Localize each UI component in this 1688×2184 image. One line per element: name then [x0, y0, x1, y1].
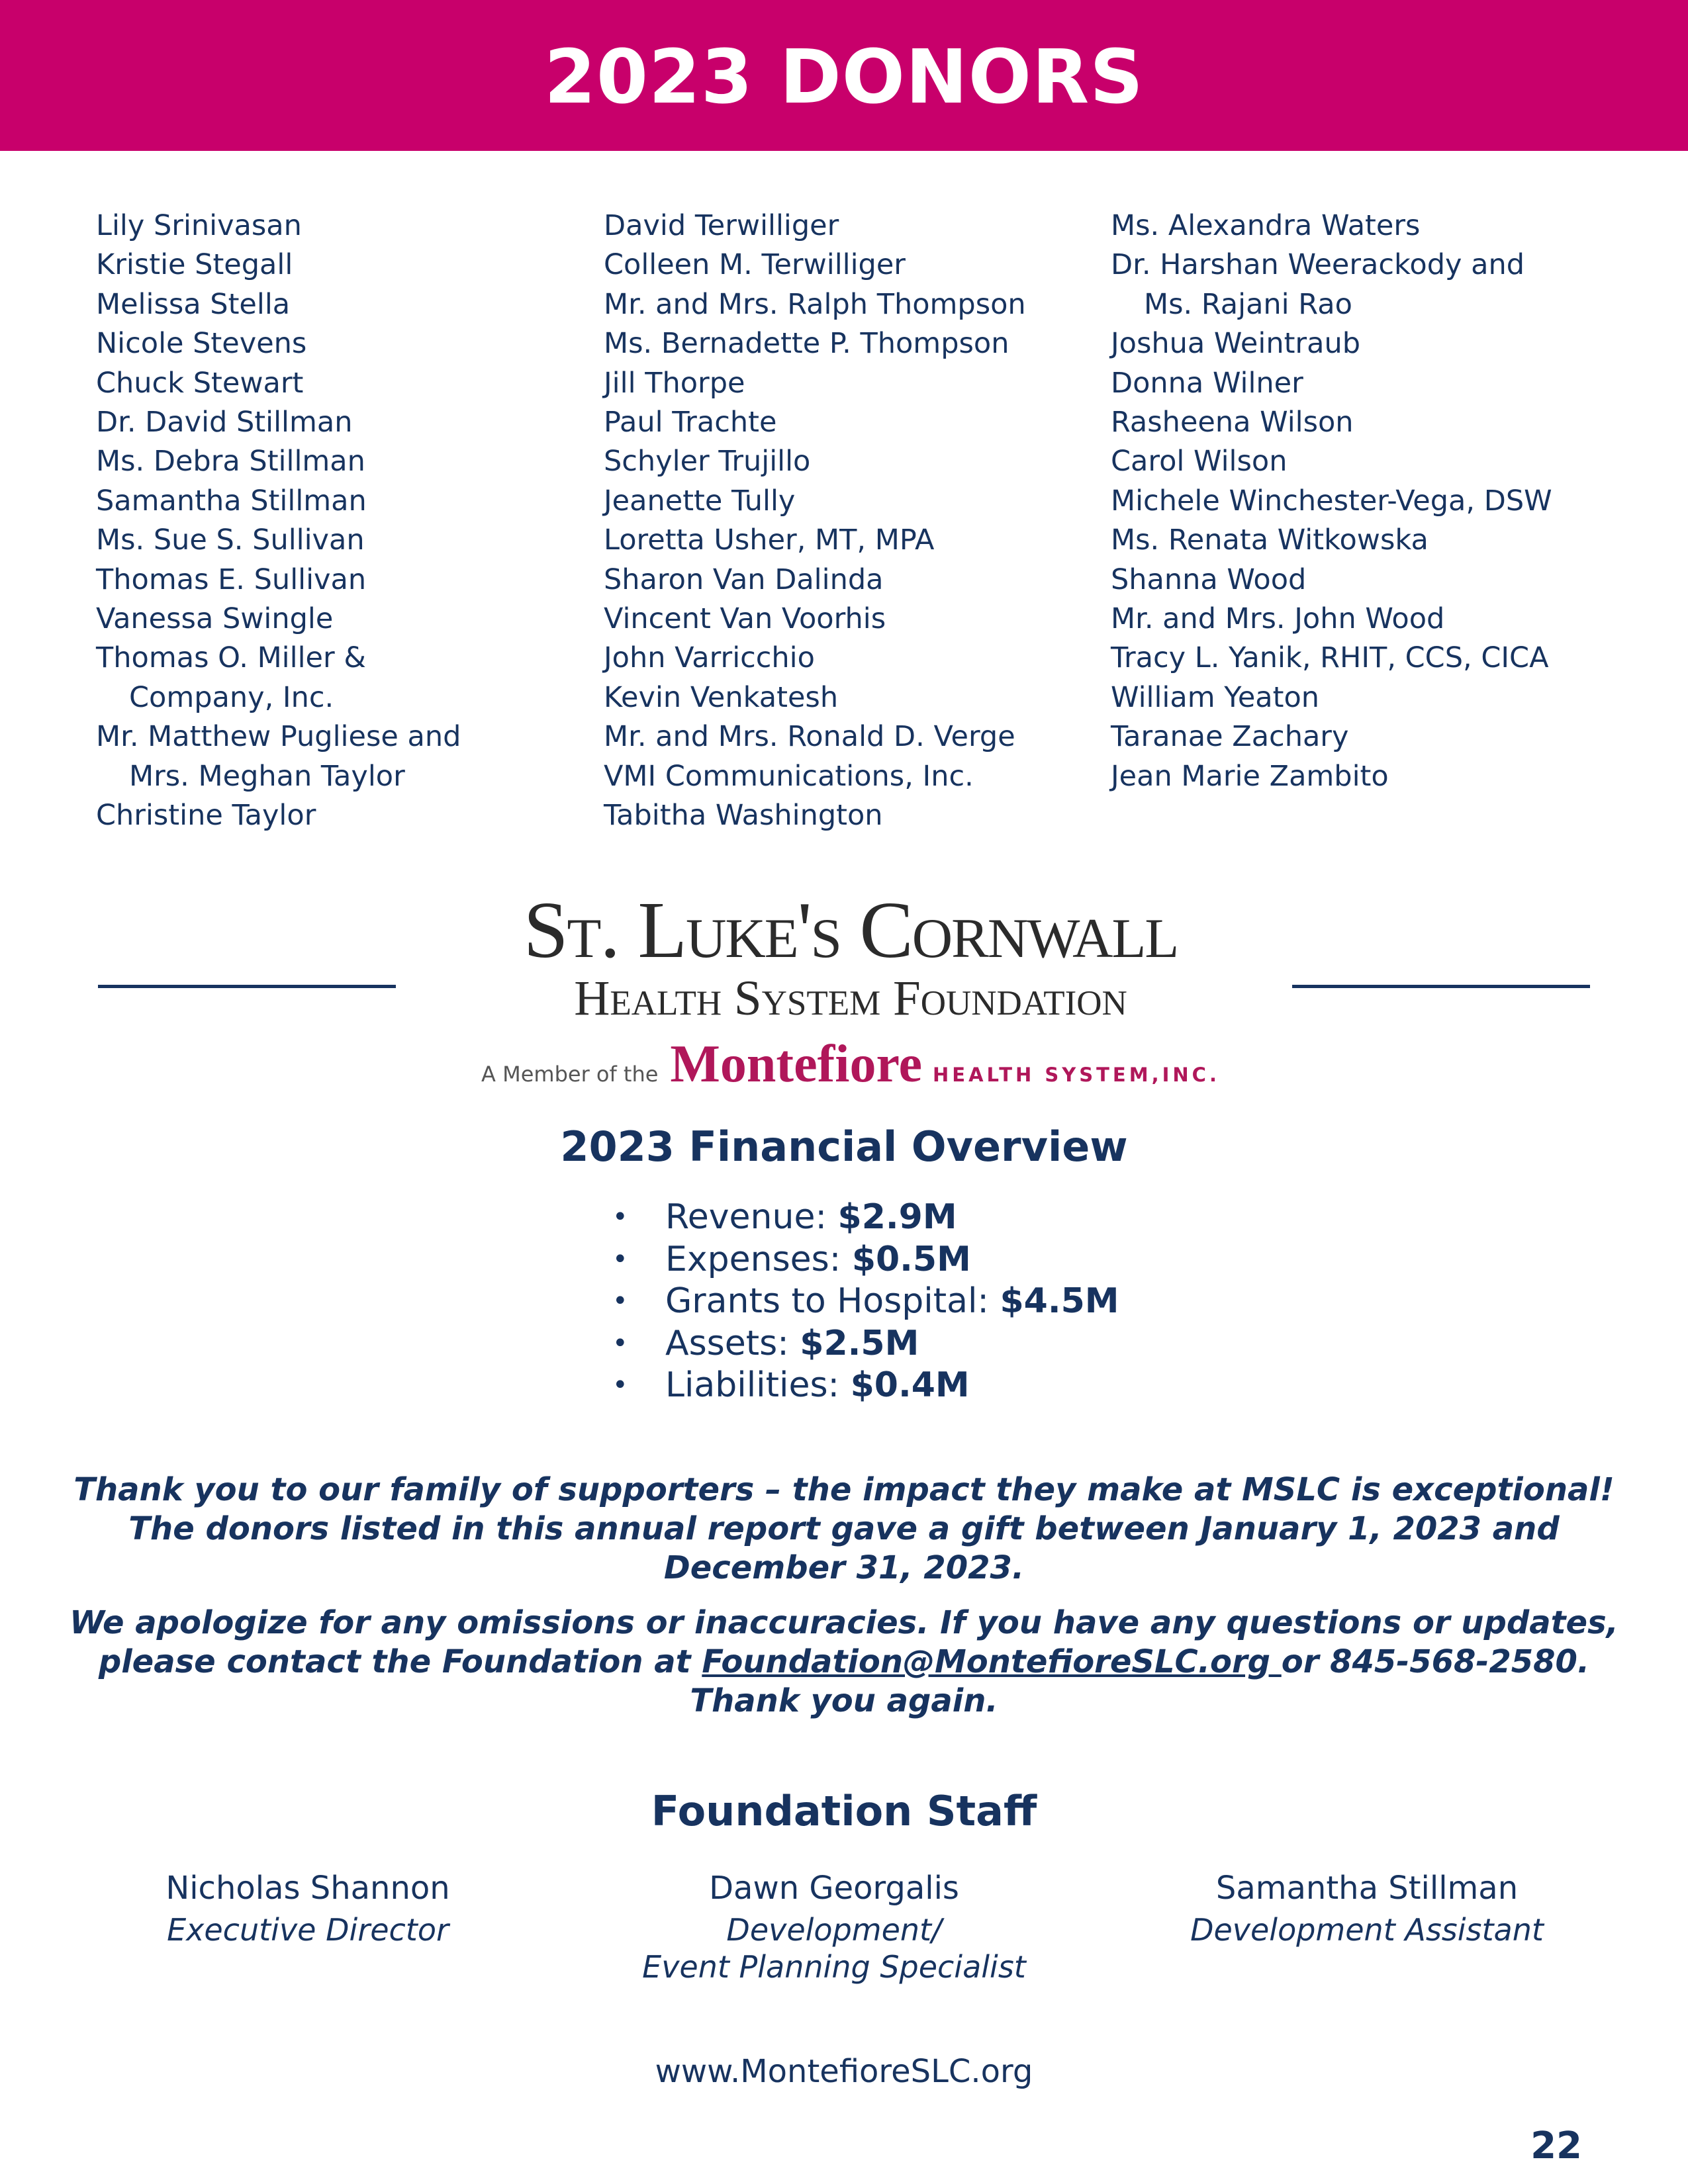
donor-name: Chuck Stewart [96, 366, 304, 400]
donor-name: Carol Wilson [1111, 445, 1288, 478]
staff-member [56, 1868, 559, 1948]
donor-name: John Varricchio [604, 641, 815, 675]
foundation-logo [481, 886, 1220, 1095]
financial-value: $2.5M [800, 1323, 919, 1363]
staff-role: Development Assistant [1190, 1912, 1544, 1948]
logo-member-line [483, 1034, 1218, 1095]
staff-role: Event Planning Specialist [642, 1949, 1026, 1985]
donor-column-3 [1111, 206, 1552, 796]
donor-name: Kevin Venkatesh [604, 680, 839, 714]
logo-health-system: HEALTH SYSTEM,INC. [933, 1064, 1220, 1086]
website-url[interactable]: www.MontefioreSLC.org [655, 2053, 1033, 2090]
financial-item-liabilities: • Liabilities: $0.4M [612, 1365, 970, 1405]
donor-name: Joshua Weintraub [1111, 327, 1361, 361]
donor-column-2 [604, 206, 1026, 836]
staff-member [583, 1868, 1086, 1985]
donor-name: Mr. and Mrs. Ronald D. Verge [604, 720, 1015, 754]
donor-name: Nicole Stevens [96, 327, 307, 361]
page-number: 22 [1530, 2124, 1582, 2167]
financial-value: $2.9M [837, 1197, 957, 1237]
donor-name: Ms. Bernadette P. Thompson [604, 327, 1009, 361]
logo-montefiore: Montefiore [670, 1035, 923, 1093]
donor-name: Jean Marie Zambito [1111, 759, 1389, 793]
staff-role: Development/ [726, 1912, 942, 1948]
donor-name: Schyler Trujillo [604, 445, 811, 478]
donor-name-continued: Mrs. Meghan Taylor [129, 759, 405, 793]
logo-line-1: St. Luke's Cornwall [523, 886, 1178, 975]
financial-item-grants: • Grants to Hospital: $4.5M [612, 1281, 1119, 1321]
staff-member [1115, 1868, 1618, 1948]
donor-name: Rasheena Wilson [1111, 406, 1354, 439]
donor-name: Thomas O. Miller & [96, 641, 366, 675]
divider-left [98, 985, 396, 988]
donor-name: Ms. Renata Witkowska [1111, 523, 1429, 557]
staff-role: Executive Director [167, 1912, 449, 1948]
donor-name: Tabitha Washington [604, 799, 883, 833]
financial-overview-title: 2023 Financial Overview [560, 1122, 1128, 1171]
donor-name: Kristie Stegall [96, 248, 293, 282]
donor-name: Mr. and Mrs. John Wood [1111, 602, 1445, 636]
staff-name: Dawn Georgalis [709, 1870, 959, 1907]
donor-name: Ms. Sue S. Sullivan [96, 523, 365, 557]
financial-value: $4.5M [1000, 1281, 1119, 1321]
donor-name: William Yeaton [1111, 680, 1320, 714]
donor-name: Vincent Van Voorhis [604, 602, 886, 636]
donor-column-1 [96, 206, 461, 836]
donor-name: Dr. Harshan Weerackody and [1111, 248, 1525, 282]
financial-item-revenue: • Revenue: $2.9M [612, 1197, 957, 1237]
apology-note: We apologize for any omissions or inaccuracies. If you have any questions or updates, please contact the Foundation at Foundation@MontefioreSLC.org or 845-568-2580. Thank you again. [70, 1604, 1618, 1719]
financial-value: $0.5M [851, 1239, 971, 1279]
donor-name: Mr. Matthew Pugliese and [96, 720, 461, 754]
donor-name: Ms. Alexandra Waters [1111, 209, 1421, 242]
title-banner [0, 0, 1688, 151]
donor-name: Lily Srinivasan [96, 209, 302, 242]
donor-name: Thomas E. Sullivan [96, 563, 367, 596]
page-title: 2023 DONORS [544, 34, 1144, 120]
donor-name: Colleen M. Terwilliger [604, 248, 906, 282]
financial-value: $0.4M [850, 1365, 970, 1405]
logo-line-2: Health System Foundation [574, 971, 1127, 1026]
donor-name: Shanna Wood [1111, 563, 1307, 596]
donor-name: David Terwilliger [604, 209, 839, 242]
donor-name: Tracy L. Yanik, RHIT, CCS, CICA [1111, 641, 1549, 675]
donor-name: Vanessa Swingle [96, 602, 334, 636]
donor-name: Taranae Zachary [1111, 720, 1349, 754]
donor-name: Paul Trachte [604, 406, 777, 439]
divider-right [1292, 985, 1590, 988]
donor-name: Sharon Van Dalinda [604, 563, 884, 596]
donor-name: VMI Communications, Inc. [604, 759, 974, 793]
donor-name-continued: Ms. Rajani Rao [1144, 287, 1352, 321]
donor-name: Melissa Stella [96, 287, 291, 321]
logo-member-prefix: A Member of the [481, 1062, 659, 1087]
donor-name: Samantha Stillman [96, 484, 367, 518]
financial-item-assets: • Assets: $2.5M [612, 1323, 919, 1363]
donor-name: Dr. David Stillman [96, 406, 353, 439]
donor-name: Jill Thorpe [604, 366, 745, 400]
financial-overview-list [612, 1197, 1119, 1407]
donor-name: Mr. and Mrs. Ralph Thompson [604, 287, 1026, 321]
foundation-staff-title: Foundation Staff [651, 1787, 1037, 1835]
thank-you-note: Thank you to our family of supporters – the impact they make at MSLC is exceptional! The donors listed in this annual report gave a gift between January 1, 2023 and December 31, 2023. [73, 1471, 1615, 1586]
staff-name: Samantha Stillman [1215, 1870, 1519, 1907]
donor-name-continued: Company, Inc. [129, 680, 334, 714]
donor-name: Michele Winchester-Vega, DSW [1111, 484, 1552, 518]
donor-name: Loretta Usher, MT, MPA [604, 523, 935, 557]
donor-name: Ms. Debra Stillman [96, 445, 365, 478]
financial-item-expenses: • Expenses: $0.5M [612, 1239, 971, 1279]
donor-name: Donna Wilner [1111, 366, 1303, 400]
foundation-email-link[interactable]: Foundation@MontefioreSLC.org [702, 1643, 1282, 1680]
staff-name: Nicholas Shannon [165, 1870, 450, 1907]
donor-name: Jeanette Tully [604, 484, 796, 518]
donor-name: Christine Taylor [96, 799, 316, 833]
